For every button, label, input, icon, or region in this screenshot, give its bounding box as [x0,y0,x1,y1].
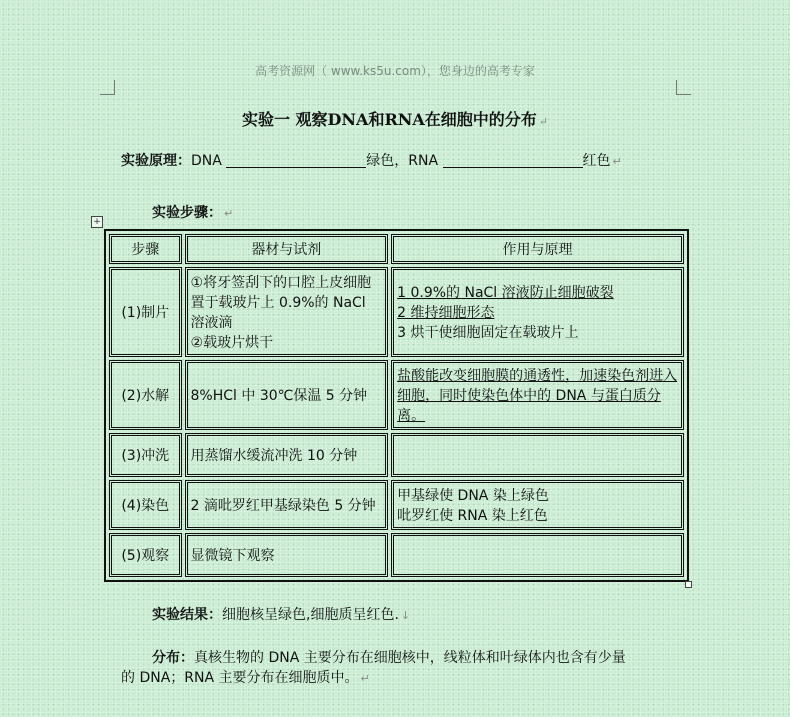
table-move-handle-icon[interactable]: + [91,216,103,228]
table-header-row [109,234,684,264]
paragraph-mark-icon: ↵ [224,207,234,220]
result-line [152,604,410,624]
distribution-line-2 [121,667,370,687]
materials-cell [185,267,389,357]
paragraph-mark-icon: ↵ [612,155,622,168]
principle-rna: RNA [408,153,439,169]
purpose-line: 3 烘干使细胞固定在载玻片上 [397,325,579,341]
table-resize-handle[interactable] [685,581,692,588]
blank-dna [226,153,366,168]
principle-label: 实验原理： [121,153,191,169]
margin-corner-right [676,80,691,95]
purpose-cell [391,433,684,477]
purpose-cell [391,360,684,430]
table-row [109,533,684,577]
materials-line: 用蒸馏水缓流冲洗 10 分钟 [190,448,358,464]
steps-heading [152,202,233,222]
purpose-line: 2 维持细胞形态 [397,305,495,321]
page-header: 高考资源网（ www.ks5u.com），您身边的高考专家 [255,64,535,78]
materials-line: 8%HCl 中 30℃保温 5 分钟 [190,388,368,404]
materials-line: ①将牙签刮下的口腔上皮细胞置于载玻片上 0.9%的 NaCl 溶液滴 [190,275,372,331]
distribution-text-2: 的 DNA；RNA 主要分布在细胞质中。 [121,670,359,686]
table-row [109,433,684,477]
materials-cell [185,433,389,477]
materials-cell [185,360,389,430]
result-label: 实验结果： [152,607,222,623]
materials-line: 显微镜下观察 [190,548,275,564]
paragraph-mark-icon: ↵ [538,115,549,128]
paragraph-mark-icon: ↵ [360,672,370,685]
principle-line [121,150,622,170]
step-cell: (3)冲洗 [109,433,182,477]
paragraph-mark-icon: ↓ [400,609,411,622]
purpose-cell [391,480,684,530]
purpose-line: 甲基绿使 DNA 染上绿色 [397,488,549,504]
header-cell: 步骤 [109,234,182,264]
purpose-line: 吡罗红使 RNA 染上红色 [397,508,548,524]
distribution-text-1: 真核生物的 DNA 主要分布在细胞核中，线粒体和叶绿体内也含有少量 [194,650,626,666]
materials-line: 2 滴吡罗红甲基绿染色 5 分钟 [190,498,376,514]
distribution-label: 分布： [152,650,194,666]
page-title [0,107,790,130]
table-row [109,360,684,430]
step-cell: (2)水解 [109,360,182,430]
table-row [109,267,684,357]
purpose-cell [391,267,684,357]
header-cell: 作用与原理 [391,234,684,264]
blank-rna [443,153,583,168]
principle-dna: DNA [191,153,222,169]
experiment-table [104,229,689,582]
margin-corner-left [100,80,115,95]
result-text: 细胞核呈绿色,细胞质呈红色. [222,607,399,623]
principle-red: 红色 [582,153,611,169]
step-cell: (5)观察 [109,533,182,577]
purpose-line: 1 0.9%的 NaCl 溶液防止细胞破裂 [397,285,614,301]
table-row [109,480,684,530]
purpose-line: 盐酸能改变细胞膜的通透性，加速染色剂进入细胞，同时使染色体中的 DNA 与蛋白质分离。 [397,368,678,424]
materials-cell [185,533,389,577]
materials-line: ②载玻片烘干 [190,335,274,351]
distribution-line-1 [152,647,626,667]
title-text: 实验一 观察DNA和RNA在细胞中的分布 [241,110,537,129]
principle-green: 绿色， [366,153,409,169]
step-cell: (1)制片 [109,267,182,357]
purpose-cell [391,533,684,577]
header-cell: 器材与试剂 [185,234,389,264]
step-cell: (4)染色 [109,480,182,530]
materials-cell [185,480,389,530]
steps-label: 实验步骤： [152,205,222,221]
